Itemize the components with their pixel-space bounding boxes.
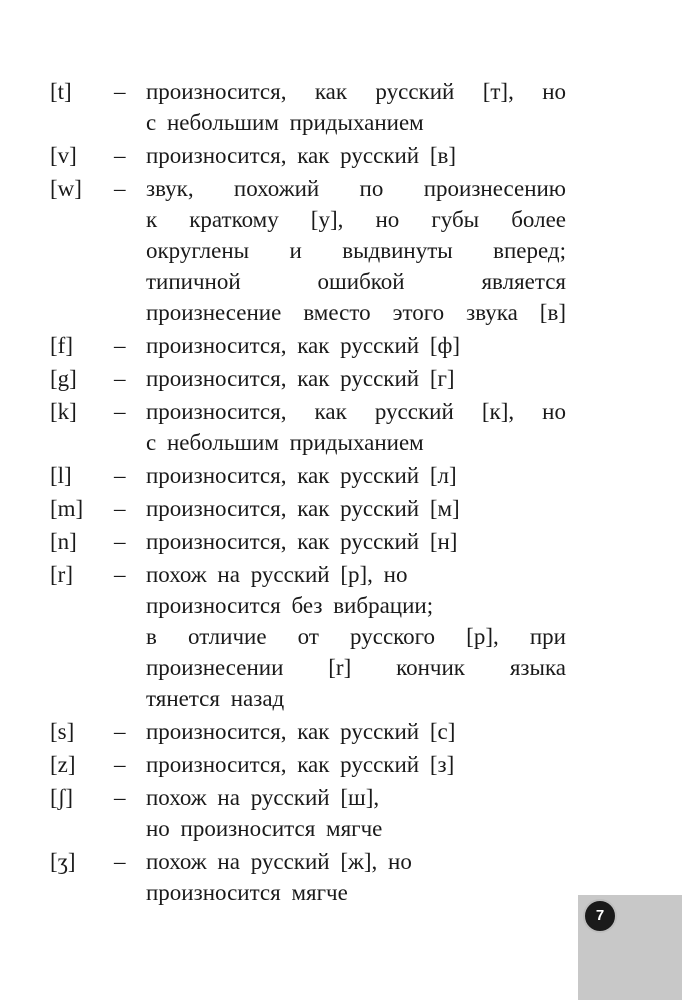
entry-dash: –: [114, 849, 126, 874]
entry-row: [0, 526, 682, 557]
phoneme-description: [146, 173, 566, 328]
entry-dash: –: [114, 176, 126, 201]
entry-dash: –: [114, 529, 126, 554]
description-line: произносится, как русский [в]: [146, 143, 457, 168]
phoneme-description: [146, 493, 566, 524]
phoneme-symbol: [m]: [50, 496, 84, 521]
description-line: произнесении [r] кончик языка: [146, 655, 566, 680]
description-line: произносится, как русский [з]: [146, 752, 455, 777]
entry-dash: –: [114, 562, 126, 587]
description-line: но произносится мягче: [146, 816, 383, 841]
page-number-badge: 7: [583, 899, 617, 933]
entry-row: [0, 396, 682, 458]
phoneme-description: [146, 140, 566, 171]
entry-row: [0, 363, 682, 394]
entry-dash: –: [114, 496, 126, 521]
entry-row: [0, 173, 682, 328]
phoneme-description: [146, 526, 566, 557]
description-line: произносится без вибрации;: [146, 593, 434, 618]
entry-row: [0, 460, 682, 491]
phoneme-symbol: [w]: [50, 176, 82, 201]
entry-row: [0, 330, 682, 361]
description-line: округлены и выдвинуты вперед;: [146, 238, 566, 263]
phoneme-description: [146, 559, 566, 714]
phoneme-description: [146, 330, 566, 361]
entry-dash: –: [114, 366, 126, 391]
entry-dash: –: [114, 463, 126, 488]
phoneme-description: [146, 460, 566, 491]
phoneme-description: [146, 363, 566, 394]
description-line: произносится, как русский [м]: [146, 496, 460, 521]
phoneme-symbol: [s]: [50, 719, 75, 744]
entry-row: [0, 493, 682, 524]
description-line: произносится, как русский [с]: [146, 719, 456, 744]
description-line: похож на русский [ж], но: [146, 849, 412, 874]
entry-row: [0, 749, 682, 780]
phoneme-description: [146, 846, 566, 908]
entry-row: [0, 782, 682, 844]
description-line: с небольшим придыханием: [146, 110, 424, 135]
phoneme-description: [146, 782, 566, 844]
entry-row: [0, 140, 682, 171]
description-line: с небольшим придыханием: [146, 430, 424, 455]
entry-row: [0, 716, 682, 747]
phoneme-symbol: [ʃ]: [50, 785, 73, 810]
phoneme-symbol: [n]: [50, 529, 77, 554]
entry-dash: –: [114, 785, 126, 810]
phoneme-description: [146, 76, 566, 138]
description-line: звук, похожий по произнесению: [146, 176, 566, 201]
phoneme-description: [146, 716, 566, 747]
phoneme-symbol: [ʒ]: [50, 849, 76, 874]
phoneme-symbol: [k]: [50, 399, 77, 424]
description-line: произносится, как русский [к], но: [146, 399, 566, 424]
entry-dash: –: [114, 399, 126, 424]
phoneme-description: [146, 749, 566, 780]
description-line: к краткому [у], но губы более: [146, 207, 566, 232]
description-line: тянется назад: [146, 686, 285, 711]
description-line: произносится, как русский [ф]: [146, 333, 461, 358]
description-line: произнесение вместо этого звука [в]: [146, 300, 566, 325]
entry-dash: –: [114, 752, 126, 777]
description-line: в отличие от русского [р], при: [146, 624, 566, 649]
entry-dash: –: [114, 79, 126, 104]
phoneme-description: [146, 396, 566, 458]
entry-dash: –: [114, 719, 126, 744]
entry-dash: –: [114, 333, 126, 358]
description-line: произносится мягче: [146, 880, 348, 905]
phoneme-symbol: [f]: [50, 333, 73, 358]
phoneme-symbol: [z]: [50, 752, 76, 777]
description-line: произносится, как русский [н]: [146, 529, 458, 554]
pronunciation-list: [0, 76, 682, 910]
description-line: произносится, как русский [г]: [146, 366, 455, 391]
description-line: похож на русский [ш],: [146, 785, 380, 810]
phoneme-symbol: [g]: [50, 366, 77, 391]
description-line: похож на русский [р], но: [146, 562, 408, 587]
phoneme-symbol: [r]: [50, 562, 73, 587]
phoneme-symbol: [l]: [50, 463, 72, 488]
entry-row: [0, 559, 682, 714]
phoneme-symbol: [v]: [50, 143, 77, 168]
description-line: произносится, как русский [т], но: [146, 79, 566, 104]
description-line: произносится, как русский [л]: [146, 463, 457, 488]
phoneme-symbol: [t]: [50, 79, 72, 104]
entry-row: [0, 76, 682, 138]
description-line: типичной ошибкой является: [146, 269, 566, 294]
entry-dash: –: [114, 143, 126, 168]
